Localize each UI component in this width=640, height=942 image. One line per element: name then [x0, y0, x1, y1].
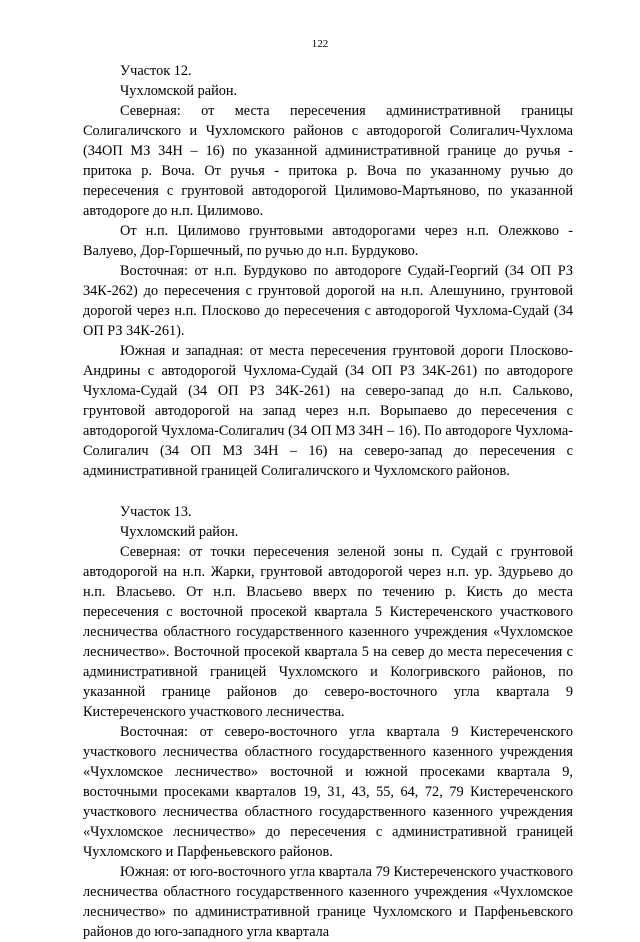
section-plot-13	[83, 502, 573, 942]
paragraph-south-boundary: Южная: от юго-восточного угла квартала 79 Кистереченского участкового лесничества областного государственного казенного учреждения «Чухломское лесничество» по административной границе Чухломского и Парфеньевского районов до юго-западного угла квартала	[83, 864, 573, 940]
section-plot-12	[83, 61, 573, 481]
paragraph-route: От н.п. Цилимово грунтовыми автодорогами через н.п. Олежково - Валуево, Дор-Горшечный, по ручью до н.п. Бурдуково.	[83, 223, 573, 259]
paragraph-north-boundary: Северная: от точки пересечения зеленой зоны п. Судай с грунтовой автодорогой на н.п. Жарки, грунтовой автодорогой через н.п. ур. Здурьево до н.п. Власьево. От н.п. Власьево вверх по течению р. Кисть до места пересечения с восточной просекой квартала 5 Кистереченского участкового лесничества областного государственного казенного учреждения «Чухломское лесничество». Восточной просекой квартала 5 на север до места пересечения с административной границей Чухломского и Кологривского районов, по указанной границе районов до северо-восточного угла квартала 9 Кистереченского участкового лесничества.	[83, 544, 573, 720]
section-district: Чухломский район.	[120, 524, 239, 540]
paragraph-east-boundary: Восточная: от н.п. Бурдуково по автодороге Судай-Георгий (34 ОП РЗ 34К-262) до пересечения с грунтовой дорогой на н.п. Алешунино, грунтовой дорогой через н.п. Плосково до пересечения с автодорогой Чухлома-Судай (34 ОП РЗ 34К-261).	[83, 263, 573, 339]
section-heading: Участок 12.	[120, 63, 192, 79]
paragraph-south-west-boundary: Южная и западная: от места пересечения грунтовой дороги Плосково-Андрины с автодорогой Чухлома-Судай (34 ОП РЗ 34К-261) по автодороге Чухлома-Судай (34 ОП РЗ 34К-261) на северо-запад до н.п. Сальково, грунтовой автодорогой на запад через н.п. Ворыпаево до пересечения с автодорогой Чухлома-Солигалич (34 ОП МЗ 34Н – 16). По автодороге Чухлома-Солигалич (34 ОП МЗ 34Н – 16) на северо-запад до пересечения с административной границей Солигаличского и Чухломского районов.	[83, 343, 573, 479]
section-district: Чухломской район.	[120, 83, 238, 99]
page-number: 122	[311, 38, 329, 50]
document-body	[83, 61, 573, 942]
paragraph-east-boundary: Восточная: от северо-восточного угла квартала 9 Кистереченского участкового лесничества областного государственного казенного учреждения «Чухломское лесничество» восточной и южной просеками квартала 9, восточными просеками кварталов 19, 31, 43, 55, 64, 72, 79 Кистереченского участкового лесничества областного государственного казенного учреждения «Чухломское лесничество» до пересечения с административной границей Чухломского и Парфеньевского районов.	[83, 724, 573, 860]
section-heading: Участок 13.	[120, 504, 192, 520]
paragraph-north-boundary: Северная: от места пересечения административной границы Солигаличского и Чухломского районов с автодорогой Солигалич-Чухлома (34ОП МЗ 34Н – 16) по указанной административной границе до ручья - притока р. Воча. От ручья - притока р. Воча по указанному ручью до пересечения с грунтовой автодорогой Цилимово-Мартьяново, по указанной автодороге до н.п. Цилимово.	[83, 103, 573, 219]
